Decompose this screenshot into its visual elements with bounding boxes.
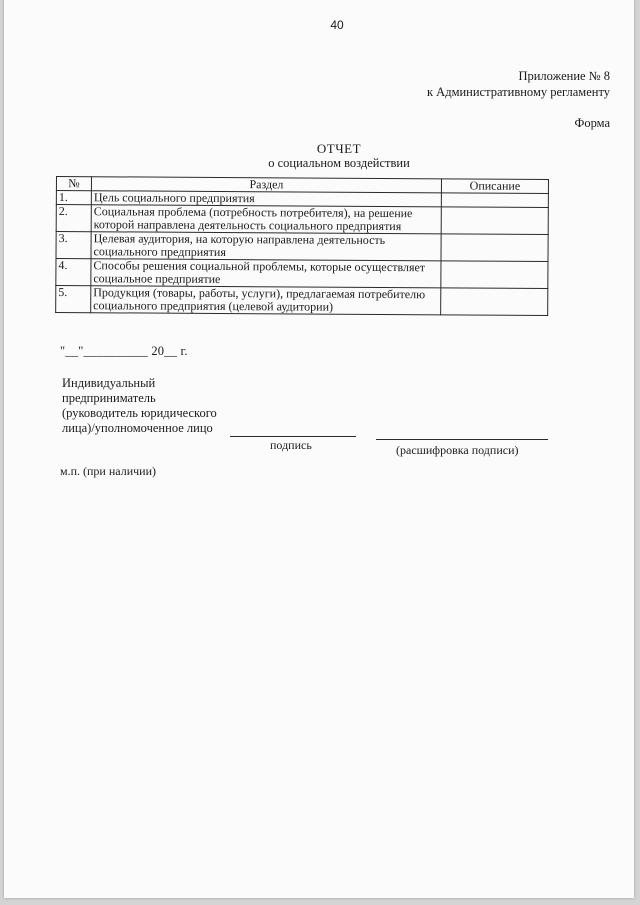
row-number: 4. — [56, 259, 91, 286]
table-row — [56, 259, 548, 289]
row-section: Целевая аудитория, на которую направлена деятельность социального предприятия — [91, 232, 441, 261]
row-number: 1. — [56, 191, 91, 205]
appendix-reference: к Административному регламенту — [426, 85, 610, 99]
row-description[interactable] — [441, 261, 548, 289]
document-title — [4, 141, 634, 171]
date-line: "__"__________ 20__ г. — [60, 344, 188, 358]
table-row — [56, 232, 548, 262]
document-page — [4, 0, 634, 898]
header-description: Описание — [441, 179, 548, 194]
form-label: Форма — [574, 116, 610, 130]
row-description[interactable] — [441, 207, 548, 235]
row-section: Способы решения социальной проблемы, которые осуществляет социальное предприятие — [91, 259, 441, 288]
row-section: Социальная проблема (потребность потребителя), на решение которой направлена деятельность социального предприятия — [91, 205, 441, 234]
table-row — [56, 205, 548, 235]
signature-decryption-line — [376, 439, 548, 440]
row-section: Цель социального предприятия — [91, 191, 441, 207]
row-number: 5. — [56, 286, 91, 313]
title-main: ОТЧЕТ — [316, 141, 362, 156]
row-number: 2. — [56, 205, 91, 232]
appendix-header — [427, 68, 610, 100]
row-section: Продукция (товары, работы, услуги), предлагаемая потребителю социального предприятия (целевой аудитории) — [91, 286, 441, 315]
header-section: Раздел — [91, 177, 441, 193]
row-description[interactable] — [441, 193, 548, 208]
row-description[interactable] — [441, 288, 548, 316]
signer-line: (руководитель юридического — [62, 406, 217, 420]
signer-line: лица)/уполномоченное лицо — [62, 421, 213, 435]
signature-caption: подпись — [270, 438, 312, 452]
signer-line: предприниматель — [62, 391, 156, 405]
table-row — [56, 286, 548, 316]
signer-block — [62, 376, 217, 436]
stamp-note: м.п. (при наличии) — [60, 464, 156, 478]
title-subtitle: о социальном воздействии — [268, 156, 410, 170]
signature-decryption-caption: (расшифровка подписи) — [396, 443, 519, 457]
header-number: № — [56, 177, 91, 191]
signer-line: Индивидуальный — [62, 376, 156, 390]
row-description[interactable] — [441, 234, 548, 262]
report-table — [55, 176, 549, 316]
row-number: 3. — [56, 232, 91, 259]
signature-line — [230, 436, 356, 437]
page-number: 40 — [330, 18, 344, 32]
appendix-number: Приложение № 8 — [518, 69, 610, 83]
